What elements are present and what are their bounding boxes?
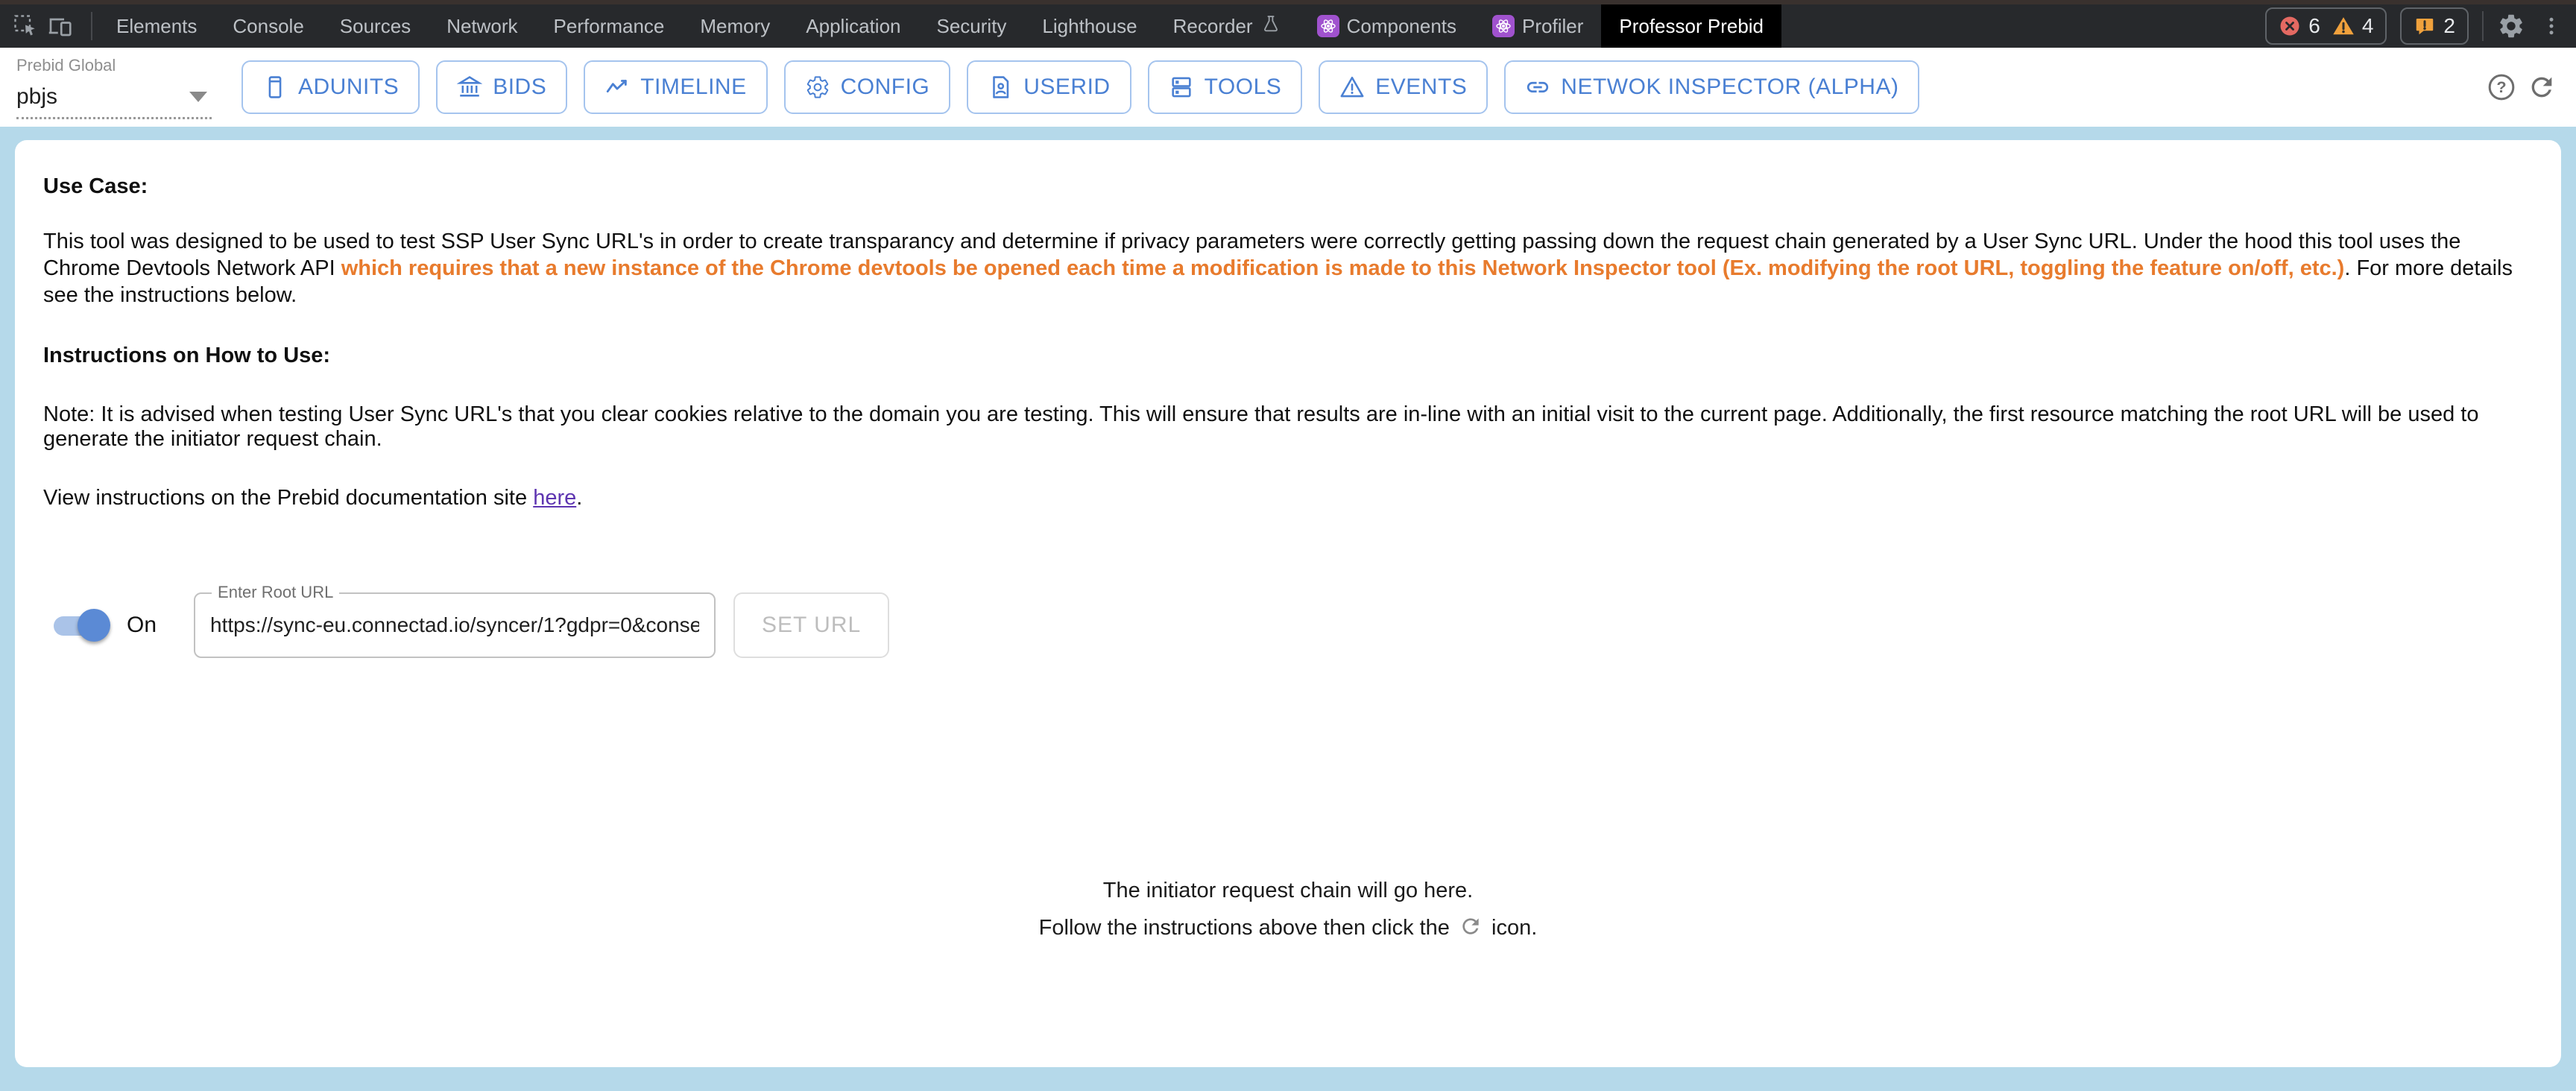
tab-profiler[interactable]: Profiler (1474, 4, 1601, 48)
root-url-controls (43, 582, 2533, 658)
tools-button[interactable]: TOOLS (1148, 60, 1303, 114)
tab-console[interactable]: Console (233, 14, 304, 37)
devtools-settings-gear-icon[interactable] (2497, 12, 2525, 40)
inspect-element-icon[interactable] (12, 13, 39, 39)
timeline-chart-icon (604, 75, 630, 100)
prebid-subtoolbar (0, 48, 2576, 127)
placeholder-line1: The initiator request chain will go here. (1102, 878, 1474, 902)
prebid-global-label: Prebid Global (16, 55, 116, 75)
error-count: 6 (2279, 14, 2320, 38)
events-warning-icon (1339, 75, 1365, 100)
tab-components[interactable]: Components (1299, 4, 1474, 48)
devtools-menu-kebab-icon[interactable] (2539, 12, 2564, 40)
tab-application[interactable]: Application (806, 14, 901, 37)
network-inspector-toggle[interactable] (51, 609, 110, 642)
use-case-text-end: . For more details see the instructions below. (43, 256, 2513, 307)
set-url-button[interactable]: SET URL (733, 592, 889, 658)
tools-dns-icon (1169, 75, 1194, 100)
userid-document-icon (988, 75, 1013, 100)
toolbar-divider (2482, 11, 2484, 41)
issues-count: 2 (2414, 14, 2455, 38)
instructions-heading: Instructions on How to Use: (43, 343, 331, 367)
bids-button[interactable]: BIDS (436, 60, 567, 114)
toggle-state-label: On (127, 612, 157, 637)
view-instructions-line: View instructions on the Prebid documentation site here. (43, 485, 583, 510)
root-url-input[interactable] (209, 613, 701, 638)
prebid-global-select[interactable] (16, 56, 212, 119)
config-gear-icon (805, 75, 830, 100)
root-url-field-label: Enter Root URL (212, 583, 339, 602)
config-button[interactable]: CONFIG (784, 60, 951, 114)
initiator-chain-placeholder (43, 878, 2533, 941)
tab-memory[interactable]: Memory (700, 14, 771, 37)
bids-bank-icon (457, 75, 482, 100)
tab-lighthouse[interactable]: Lighthouse (1042, 14, 1137, 37)
tab-security[interactable]: Security (936, 14, 1007, 37)
issues-badge[interactable] (2400, 7, 2469, 45)
tab-sources[interactable]: Sources (339, 14, 411, 37)
network-inspector-panel (0, 127, 2576, 1091)
tab-elements[interactable]: Elements (116, 14, 198, 37)
warning-icon (2332, 15, 2355, 37)
network-inspector-button[interactable]: NETWOK INSPECTOR (ALPHA) (1504, 60, 1919, 114)
root-url-field (194, 582, 716, 658)
prebid-global-value: pbjs (16, 83, 58, 109)
toolbar-divider (91, 12, 92, 40)
network-inspector-card (15, 140, 2561, 1067)
use-case-highlight: which requires that a new instance of the Chrome devtools be opened each time a modification is made to this Network Inspector tool (Ex. modifying the root URL, toggling the feature on/off, etc.) (341, 256, 2345, 280)
userid-button[interactable]: USERID (967, 60, 1131, 114)
use-case-heading: Use Case: (43, 174, 148, 198)
use-case-paragraph (43, 229, 2533, 309)
flask-icon (1260, 13, 1281, 39)
tab-performance[interactable]: Performance (553, 14, 665, 37)
prebid-nav-buttons (242, 60, 1919, 114)
tab-network[interactable]: Network (446, 14, 518, 37)
note-paragraph: Note: It is advised when testing User Sync URL's that you clear cookies relative to the domain you are testing. This will ensure that results are in-line with an initial visit to the current page. Additionally, the first resource matching the root URL will be used to generate the initiator request chain. (43, 402, 2479, 451)
devtools-tabs (98, 4, 1781, 48)
device-toolbar-icon[interactable] (46, 13, 73, 39)
tab-recorder[interactable]: Recorder (1155, 4, 1299, 48)
devtools-toolbar (0, 4, 2576, 48)
placeholder-line2: Follow the instructions above then click the icon. (1038, 915, 1538, 940)
tab-professor-prebid[interactable]: Professor Prebid (1601, 4, 1781, 48)
prebid-docs-link[interactable]: here (533, 485, 577, 510)
help-icon[interactable] (2487, 72, 2516, 102)
react-atom-icon (1317, 15, 1339, 37)
use-case-text: This tool was designed to be used to test SSP User Sync URL's in order to create transparancy and determine if privacy parameters were correctly getting passing down the request chain generated by a User Sync URL. Under the hood this tool uses the Chrome Devtools Network API (43, 230, 2461, 280)
console-errors-warnings-badge[interactable] (2265, 7, 2387, 45)
adunits-button[interactable]: ADUNITS (242, 60, 420, 114)
adunits-phone-icon (262, 75, 288, 100)
timeline-button[interactable]: TIMELINE (584, 60, 767, 114)
chevron-down-icon (189, 92, 207, 102)
issues-icon (2414, 15, 2436, 37)
refresh-icon[interactable] (2527, 72, 2557, 102)
refresh-icon (1459, 914, 1483, 938)
warning-count: 4 (2332, 14, 2374, 38)
events-button[interactable]: EVENTS (1319, 60, 1488, 114)
link-icon (1525, 75, 1550, 100)
svg-text:?: ? (2496, 78, 2507, 96)
react-atom-icon (1492, 15, 1515, 37)
error-icon (2279, 15, 2301, 37)
